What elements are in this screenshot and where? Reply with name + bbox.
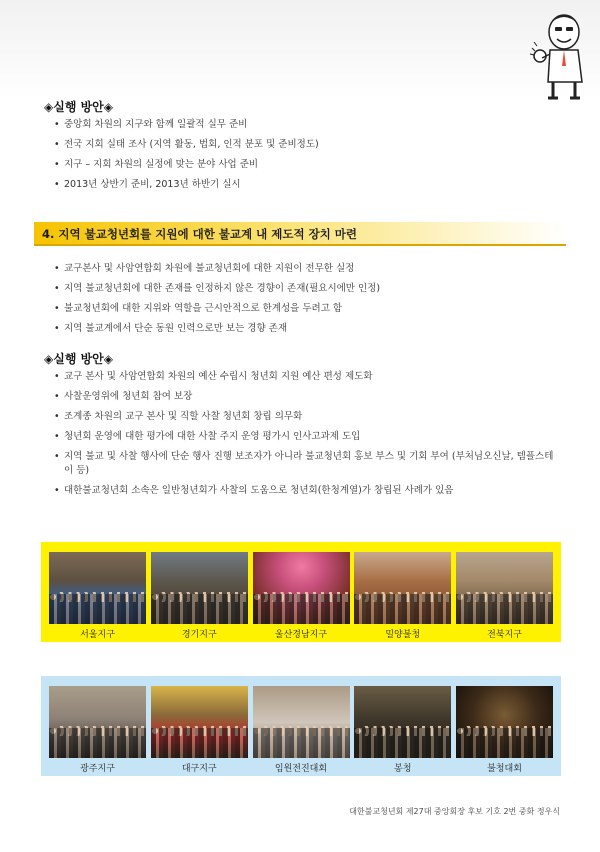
photo-caption: 경기지구: [181, 630, 217, 640]
group-photo: [354, 686, 451, 758]
group-photo: [354, 552, 451, 624]
list-item: • 불교청년회에 대한 지위와 역할을 근시안적으로 한계성을 두려고 함: [54, 302, 554, 316]
block2-list: [54, 370, 554, 504]
photo-caption: 봉청: [394, 764, 412, 774]
block2-heading: ◈실행 방안◈: [44, 352, 114, 366]
photo-caption: 임원전진대회: [274, 764, 328, 774]
section-4-bar: [34, 222, 566, 246]
photo-card: [456, 552, 553, 641]
list-item: • 청년회 운영에 대한 평가에 대한 사찰 주지 운영 평가시 인사고과제 도입: [54, 430, 554, 444]
group-photo: [151, 552, 248, 624]
section4-list: [54, 262, 554, 342]
list-item: • 지역 불교 및 사찰 행사에 단순 행사 진행 보조자가 아니라 불교청년회 홍보 부스 및 기회 부여 (부처님오신날, 템플스테이 등): [54, 450, 554, 478]
group-photo: [49, 552, 146, 624]
cartoon-man-icon: [526, 10, 592, 102]
photo-card: [49, 686, 146, 775]
photo-caption: 광주지구: [80, 764, 115, 774]
section-4-title: 4. 지역 불교청년회를 지원에 대한 불교계 내 제도적 장치 마련: [42, 227, 358, 241]
photo-card: [253, 552, 350, 641]
list-item: • 교구본사 및 사암연합회 차원에 불교청년회에 대한 지원이 전무한 실정: [54, 262, 554, 276]
group-photo: [456, 552, 553, 624]
list-item: • 지역 불교계에서 단순 동원 인력으로만 보는 경향 존재: [54, 322, 554, 336]
group-photo: [456, 686, 553, 758]
list-item: • 대한불교청년회 소속은 일반청년회가 사찰의 도움으로 청년회(한청계열)가 창립된 사례가 있음: [54, 484, 554, 498]
photo-card: [354, 686, 451, 775]
photo-caption: 불청대회: [487, 764, 522, 774]
photo-caption: 울산경남지구: [274, 630, 328, 640]
list-item: • 중앙회 차원의 지구와 함께 일괄적 실무 준비: [54, 118, 554, 132]
top-band: [0, 0, 600, 100]
list-item: • 교구 본사 및 사암연합회 차원의 예산 수립시 청년회 지원 예산 편성 제도화: [54, 370, 554, 384]
list-item: • 사찰운영위에 청년회 참여 보장: [54, 390, 554, 404]
block1-list: [54, 118, 554, 198]
group-photo: [253, 552, 350, 624]
photo-caption: 전북지구: [487, 630, 522, 640]
photo-caption: 서울지구: [80, 630, 115, 640]
group-photo: [49, 686, 146, 758]
footer-credit: 대한불교청년회 제27대 중앙회장 후보 기호 2번 중화 정우식: [349, 807, 560, 816]
photo-card: [49, 552, 146, 641]
photo-panel-blue: [41, 676, 561, 776]
photo-card: [456, 686, 553, 775]
photo-caption: 밀양불청: [385, 630, 421, 640]
list-item: • 2013년 상반기 준비, 2013년 하반기 실시: [54, 178, 554, 192]
photo-panel-yellow: [41, 542, 561, 642]
list-item: • 지역 불교청년회에 대한 존재를 인정하지 않은 경향이 존재(필요시에만 인정): [54, 282, 554, 296]
photo-card: [151, 552, 248, 641]
photo-card: [253, 686, 350, 775]
group-photo: [253, 686, 350, 758]
list-item: • 조계종 차원의 교구 본사 및 직할 사찰 청년회 창립 의무화: [54, 410, 554, 424]
photo-card: [151, 686, 248, 775]
photo-card: [354, 552, 451, 641]
list-item: • 전국 지회 실태 조사 (지역 활동, 법회, 인적 분포 및 준비정도): [54, 138, 554, 152]
block1-heading: ◈실행 방안◈: [44, 100, 114, 114]
group-photo: [151, 686, 248, 758]
list-item: • 지구 – 지회 차원의 실정에 맞는 분야 사업 준비: [54, 158, 554, 172]
photo-caption: 대구지구: [181, 764, 217, 774]
